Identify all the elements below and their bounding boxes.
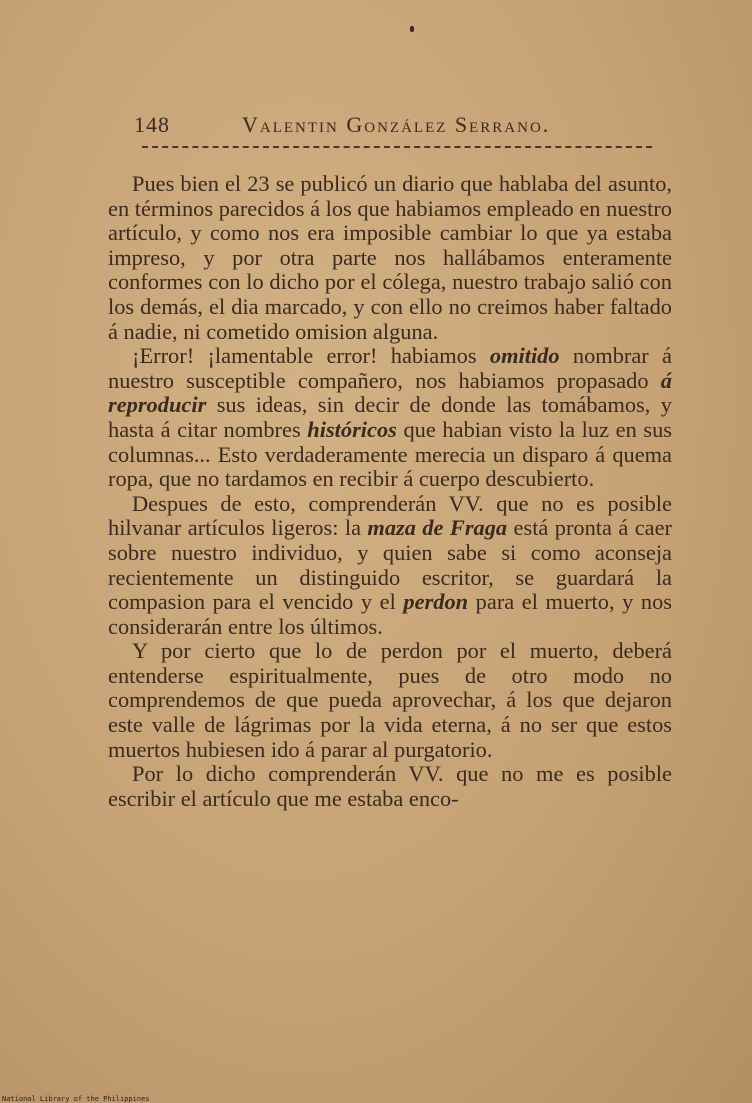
italic-phrase: á reproducir <box>108 367 672 418</box>
paragraph <box>108 639 672 762</box>
text-run: para el muerto, y nos considerarán entre los últimos. <box>108 589 673 639</box>
running-head: Valentin González Serrano. <box>242 112 551 137</box>
text-run: está pronta á caer sobre nuestro individuo, y quien sabe si como aconseja recientemente un distinguido escritor, se guardará la compasion para el vencido y el <box>108 515 672 615</box>
paragraph <box>108 762 672 811</box>
italic-phrase: maza de Fraga <box>367 515 508 541</box>
paragraph <box>108 344 672 492</box>
body-text <box>108 172 672 811</box>
italic-phrase: históricos <box>307 416 397 442</box>
text-run: Pues bien el 23 se publicó un diario que hablaba del asunto, en términos parecidos á los que habiamos empleado en nuestro artículo, y como nos era imposible cambiar lo que ya estaba impreso, y por otra parte nos hallábamos enteramente conformes con lo dicho por el cólega, nuestro trabajo salió con los demás, el dia marcado, y con ello no creimos haber faltado á nadie, ni cometido omision alguna. <box>108 171 672 344</box>
text-run: nombrar á nuestro susceptible compañero, nos habiamos propasado <box>108 343 672 393</box>
text-run: Y por cierto que lo de perdon por el muerto, deberá entenderse espiritualmente, pues de otro modo no comprendemos de que pueda aprovechar, á los que dejaron este valle de lágrimas por la vida eterna, á no ser que estos muertos hubiesen ido á parar al purgatorio. <box>108 638 672 762</box>
italic-phrase: perdon <box>403 589 469 615</box>
text-run: Por lo dicho comprenderán VV. que no me es posible escribir el artículo que me estaba enco- <box>108 761 672 811</box>
italic-phrase: omitido <box>489 343 560 369</box>
library-watermark: National Library of the Philippines <box>2 1095 150 1103</box>
paragraph <box>108 172 672 344</box>
paragraph <box>108 492 672 640</box>
text-run: sus ideas, sin decir de donde las tomábamos, y hasta á citar nombres <box>108 392 672 442</box>
text-run: Despues de esto, comprenderán VV. que no es posible hilvanar artículos ligeros: la <box>108 490 672 541</box>
header-rule <box>142 146 652 151</box>
text-run: ¡Error! ¡lamentable error! habiamos <box>132 343 490 369</box>
text-run: que habian visto la luz en sus columnas... Esto verdaderamente merecia un disparo á quema ropa, que no tardamos en recibir á cuerpo descubierto. <box>108 416 672 492</box>
page-number: 148 <box>134 112 170 137</box>
ink-speck <box>410 26 414 32</box>
